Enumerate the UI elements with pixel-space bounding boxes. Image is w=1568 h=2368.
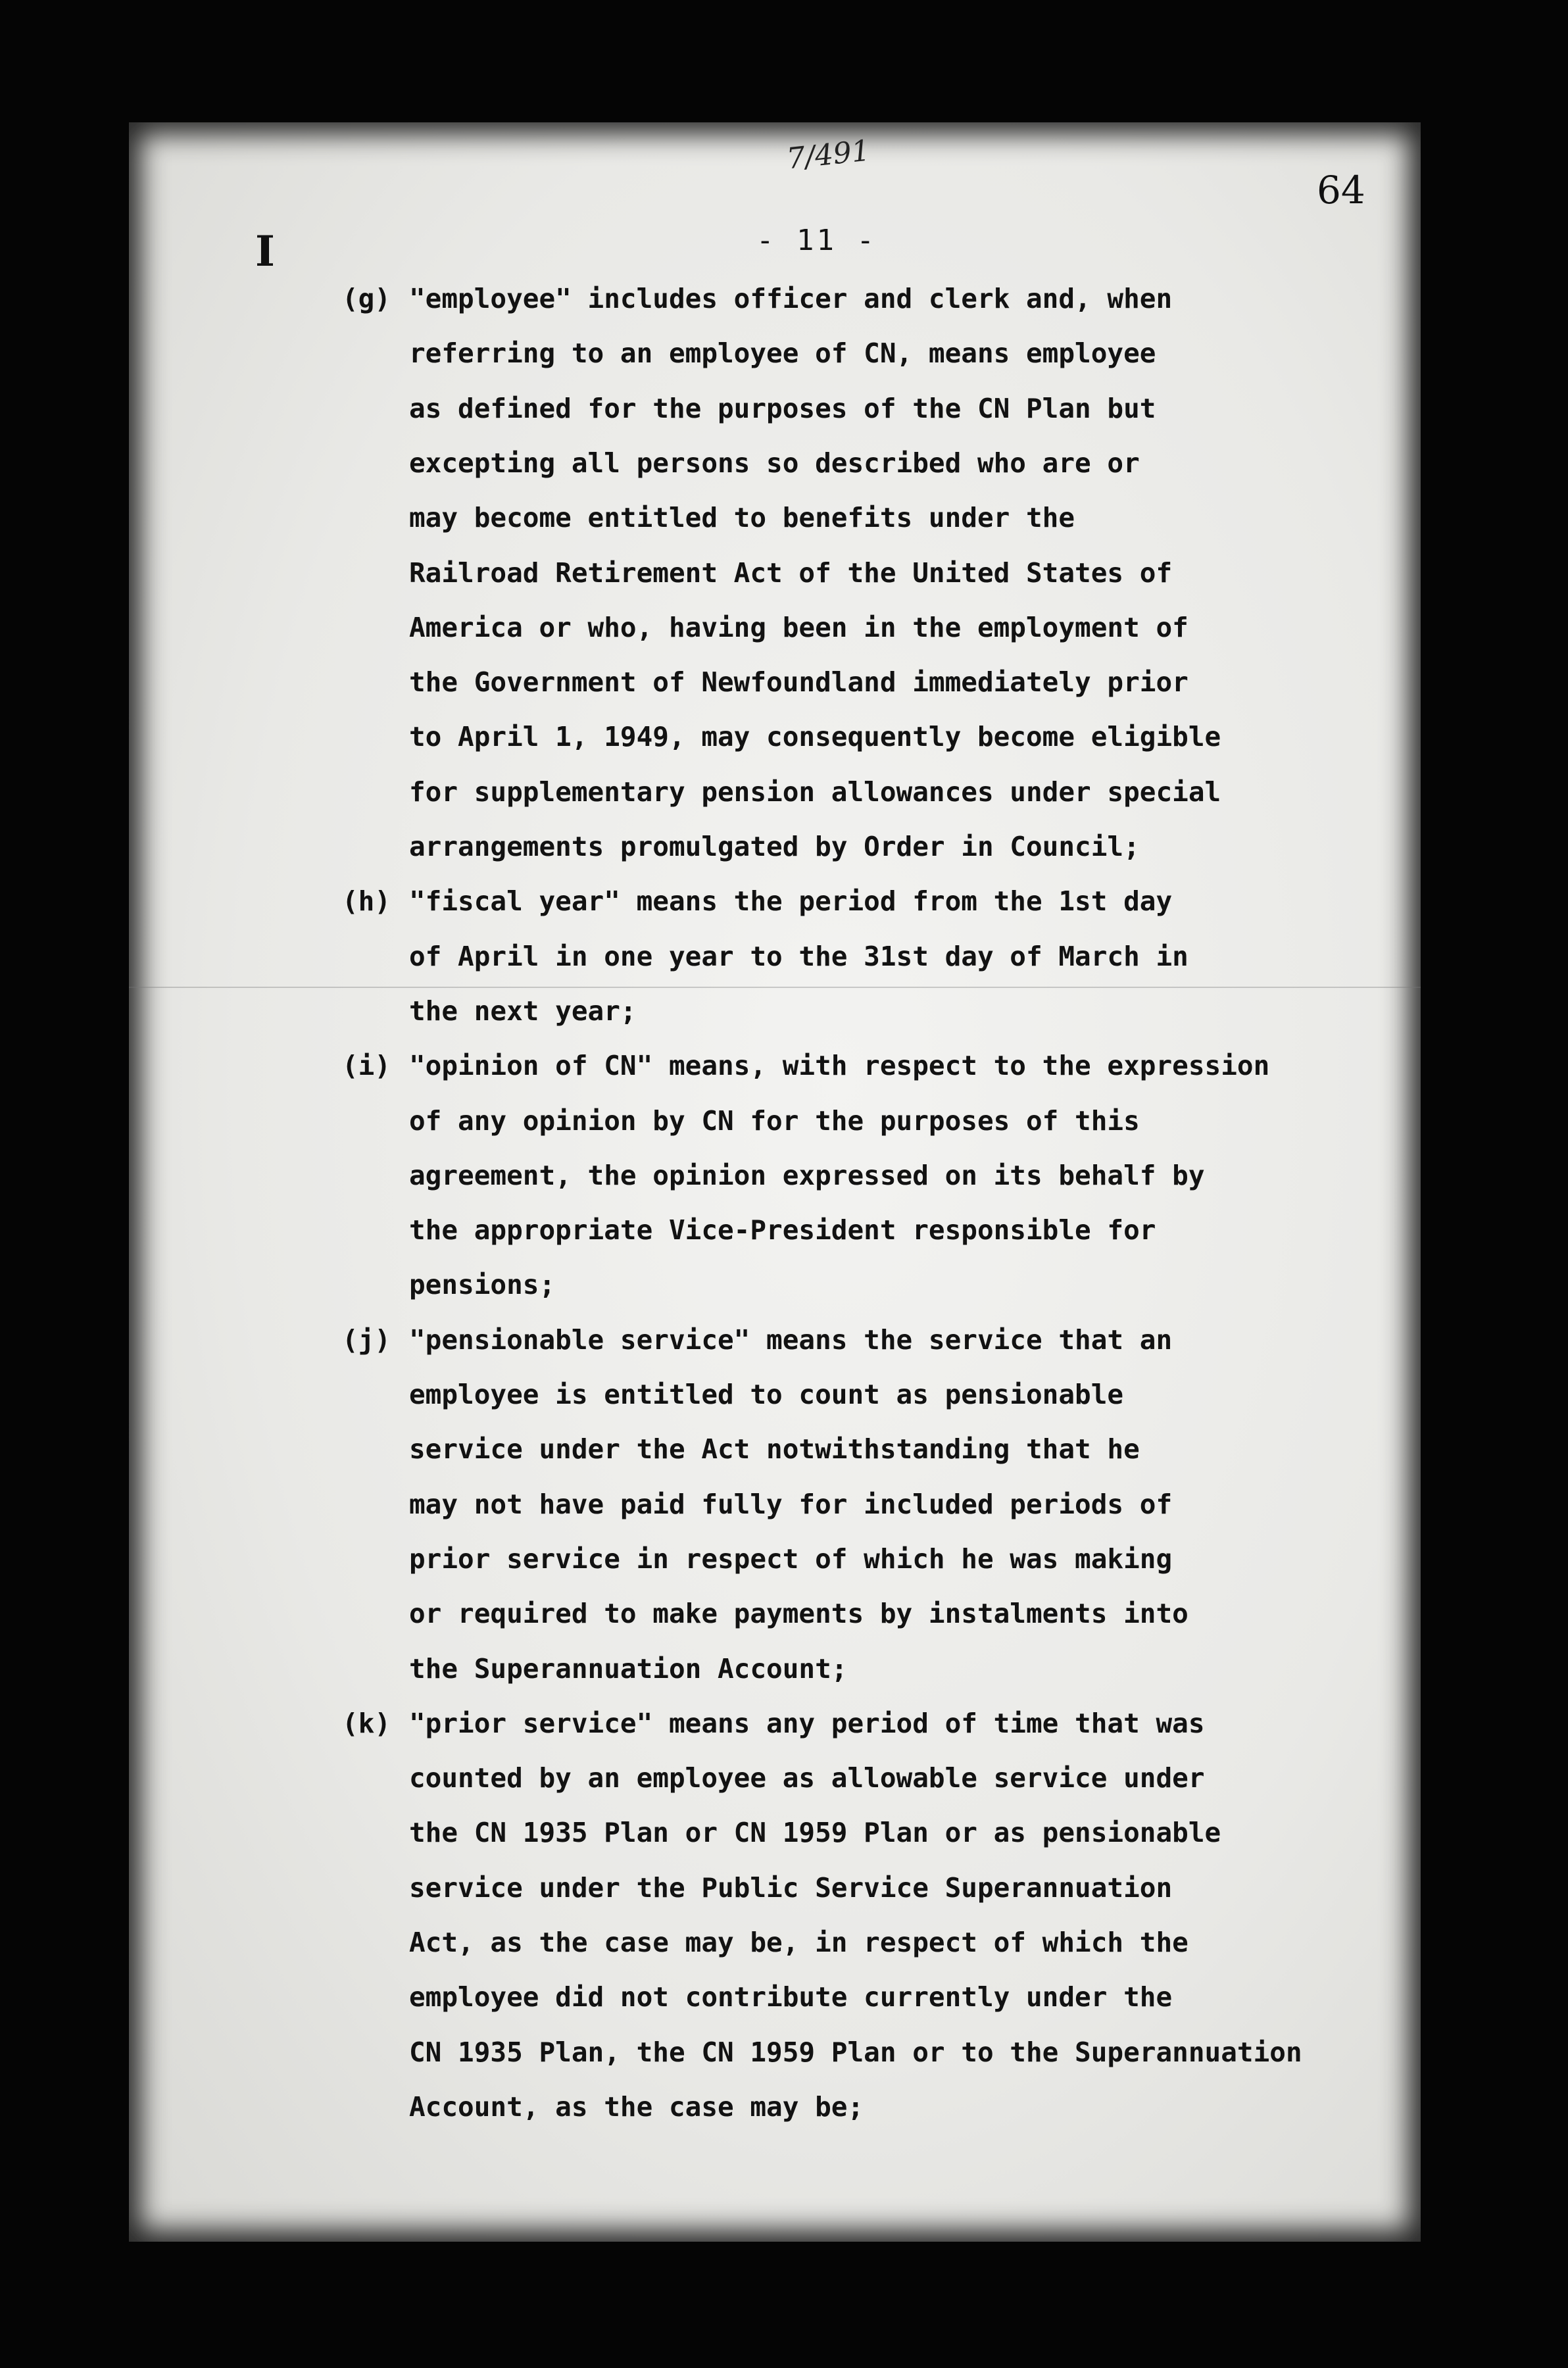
clause-line: pensions; [409, 1269, 556, 1301]
clause-line: CN 1935 Plan, the CN 1959 Plan or to the Superannuation [409, 2036, 1302, 2068]
margin-mark: I [255, 227, 275, 276]
clause-line: Railroad Retirement Act of the United States of [409, 556, 1173, 589]
clause-line: America or who, having been in the employment of [409, 611, 1188, 643]
clause-line: "fiscal year" means the period from the 1st day [409, 885, 1173, 918]
clause-line: to April 1, 1949, may consequently become eligible [409, 721, 1221, 753]
clause-line: for supplementary pension allowances under special [409, 776, 1221, 808]
clause-line: the Government of Newfoundland immediately prior [409, 666, 1188, 699]
page-header: - 11 - [756, 224, 877, 257]
clause-line: the appropriate Vice-President responsible for [409, 1214, 1156, 1246]
clause-line: "prior service" means any period of time that was [409, 1707, 1205, 1739]
clause-line: as defined for the purposes of the CN Plan but [409, 392, 1156, 424]
clause-line: the next year; [409, 995, 637, 1027]
fold-line [129, 987, 1421, 988]
clause-line: "pensionable service" means the service that an [409, 1323, 1173, 1356]
clause-line: may not have paid fully for included periods of [409, 1488, 1173, 1520]
clause-line: employee is entitled to count as pensionable [409, 1379, 1124, 1410]
clause-line: counted by an employee as allowable service under [409, 1762, 1205, 1794]
clause-line: service under the Act notwithstanding that he [409, 1433, 1140, 1466]
clause-line: of April in one year to the 31st day of March in [409, 940, 1188, 972]
clause-label: (h) [342, 885, 391, 918]
clause-line: "opinion of CN" means, with respect to the expression [409, 1050, 1270, 1082]
clause-line: Act, as the case may be, in respect of which the [409, 1927, 1188, 1958]
clause-line: agreement, the opinion expressed on its behalf by [409, 1159, 1205, 1191]
clause-line: or required to make payments by instalments into [409, 1598, 1188, 1630]
clause-line: the Superannuation Account; [409, 1652, 848, 1685]
handwritten-mark: 7/491 [785, 134, 872, 176]
clause-label: (j) [342, 1323, 391, 1356]
clause-line: arrangements promulgated by Order in Council; [409, 831, 1140, 862]
clause-line: may become entitled to benefits under the [409, 502, 1075, 534]
clause-label: (g) [342, 283, 391, 314]
clause-line: the CN 1935 Plan or CN 1959 Plan or as pensionable [409, 1817, 1221, 1849]
clause-line: Account, as the case may be; [409, 2090, 864, 2123]
clause-line: service under the Public Service Superannuation [409, 1871, 1173, 1904]
clause-line: excepting all persons so described who are or [409, 447, 1140, 479]
clause-line: "employee" includes officer and clerk and, when [409, 283, 1173, 314]
clause-label: (k) [342, 1707, 391, 1739]
clause-line: of any opinion by CN for the purposes of this [409, 1104, 1140, 1137]
clause-line: employee did not contribute currently under the [409, 1981, 1173, 2013]
clause-line: referring to an employee of CN, means employee [409, 337, 1156, 370]
clause-line: prior service in respect of which he was making [409, 1542, 1173, 1575]
clause-label: (i) [342, 1050, 391, 1082]
page-number: 64 [1317, 168, 1365, 212]
